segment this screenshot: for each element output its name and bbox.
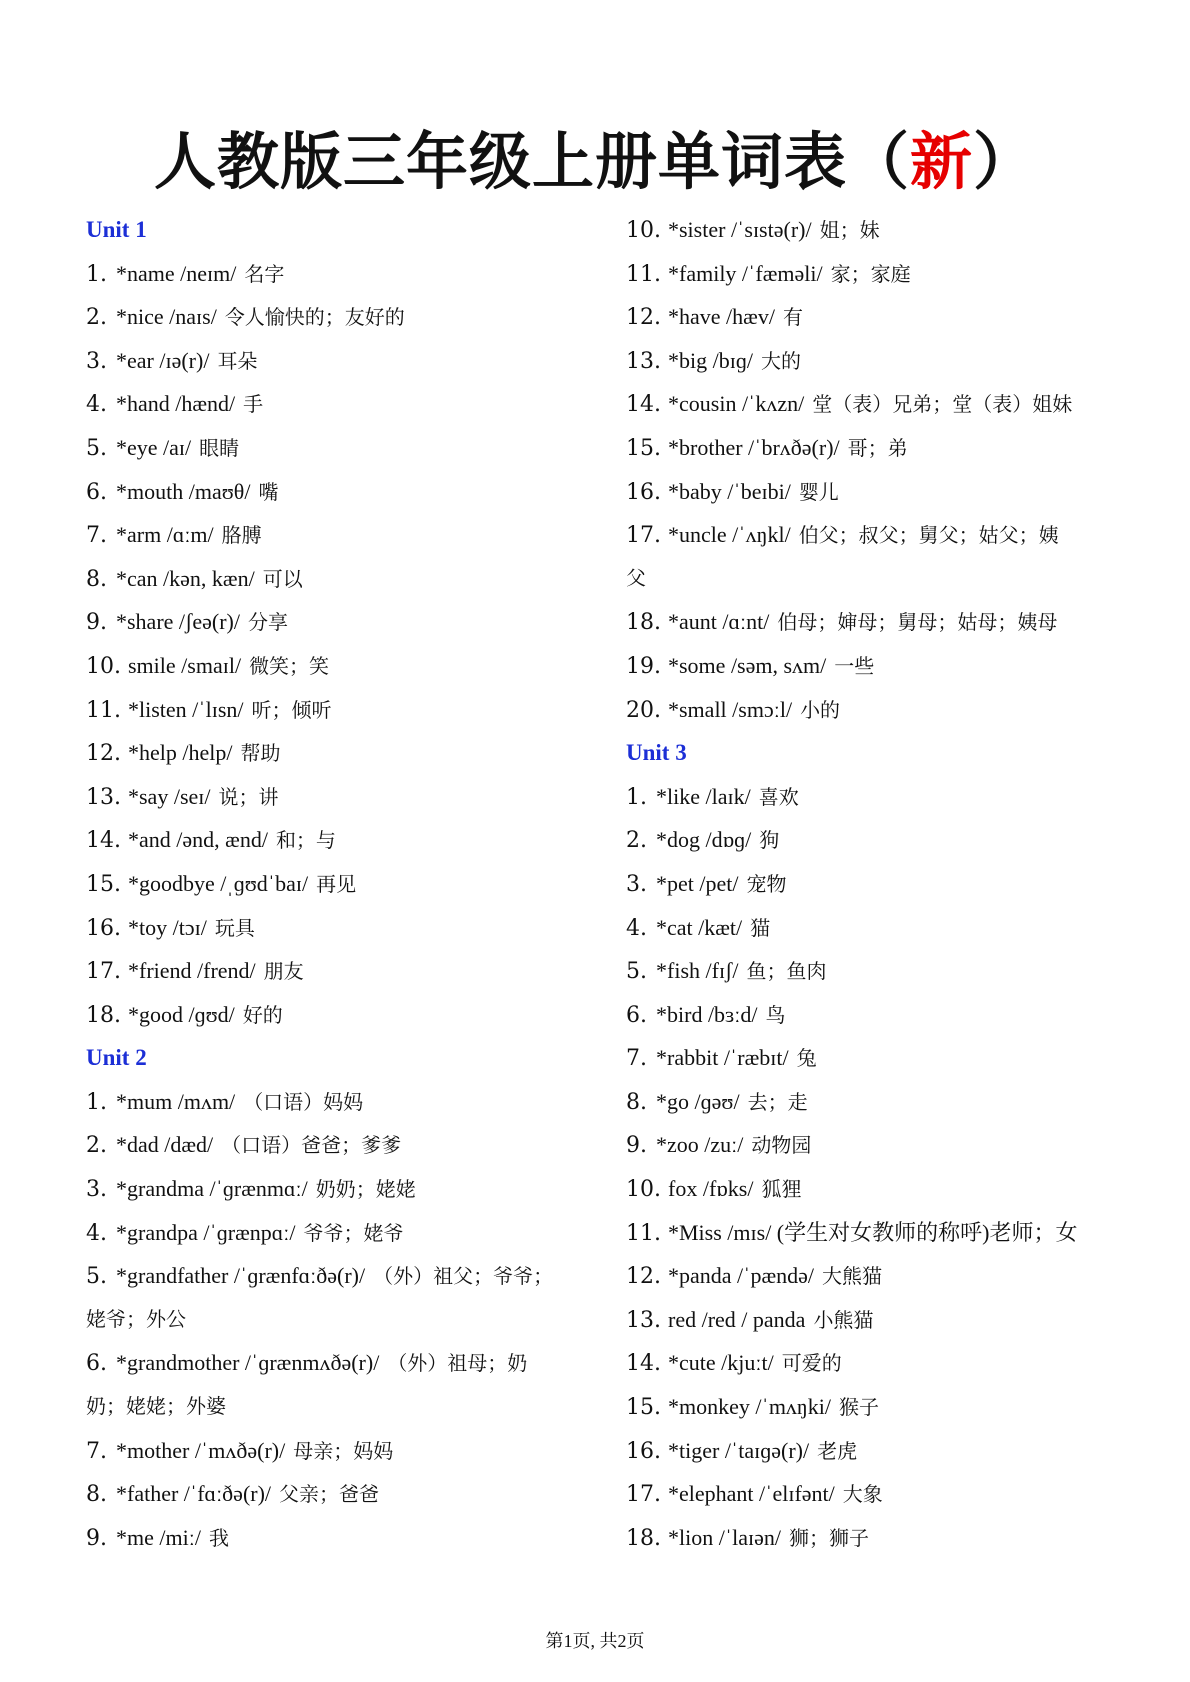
word-meaning: 奶；姥姥；外婆 <box>86 1394 226 1419</box>
word-item <box>626 1429 1136 1473</box>
word-phonetic: *dog /dɒɡ/ <box>656 827 752 853</box>
unit-heading: Unit 3 <box>626 740 687 766</box>
word-meaning: 去；走 <box>747 1089 808 1114</box>
word-meaning: 帮助 <box>240 741 281 766</box>
word-item <box>626 1123 1136 1167</box>
word-phonetic: *nice /naɪs/ <box>116 304 217 330</box>
word-meaning: 小熊猫 <box>813 1307 874 1332</box>
word-item <box>626 382 1136 426</box>
title-accent: 新 <box>909 125 973 198</box>
word-phonetic: *mother /ˈmʌðə(r)/ <box>116 1437 286 1463</box>
word-meaning: 和；与 <box>275 828 336 853</box>
item-number: 16. <box>86 915 121 941</box>
item-number: 5. <box>86 435 107 461</box>
word-meaning: 家；家庭 <box>830 261 911 286</box>
word-item <box>86 382 586 426</box>
word-item <box>86 688 586 732</box>
word-item <box>626 949 1136 993</box>
word-phonetic: *arm /ɑːm/ <box>116 522 214 548</box>
item-number: 8. <box>86 1482 107 1508</box>
word-meaning: 爷爷；姥爷 <box>303 1220 404 1245</box>
word-item <box>626 1472 1136 1516</box>
word-item <box>86 818 586 862</box>
word-item-continuation <box>626 557 1136 601</box>
word-phonetic: *some /səm, sʌm/ <box>668 652 827 678</box>
item-number: 1. <box>626 784 647 810</box>
word-phonetic: *brother /ˈbrʌðə(r)/ <box>668 434 840 460</box>
unit-heading: Unit 2 <box>86 1045 147 1071</box>
item-number: 14. <box>626 392 661 418</box>
word-meaning: 母亲；妈妈 <box>293 1438 394 1463</box>
word-meaning: 大象 <box>842 1482 883 1507</box>
item-number: 4. <box>86 392 107 418</box>
word-phonetic: *me /miː/ <box>116 1524 201 1550</box>
word-item <box>626 1211 1136 1255</box>
word-phonetic: *pet /pet/ <box>656 870 739 896</box>
word-meaning: 堂（表）兄弟；堂（表）姐妹 <box>812 392 1073 417</box>
word-phonetic: *name /neɪm/ <box>116 260 237 286</box>
word-meaning: 父亲；爸爸 <box>279 1482 380 1507</box>
word-phonetic: smile /smaɪl/ <box>128 652 242 678</box>
title-main: 人教版三年级上册单词表（ <box>153 125 910 198</box>
word-meaning: 狐狸 <box>761 1177 802 1202</box>
word-meaning: （外）祖母；奶 <box>387 1351 528 1376</box>
word-phonetic: *grandmother /ˈɡrænmʌðə(r)/ <box>116 1350 380 1376</box>
item-number: 1. <box>86 261 107 287</box>
word-meaning: 老虎 <box>817 1438 858 1463</box>
item-number: 10. <box>626 218 661 243</box>
left-column <box>86 208 586 1559</box>
word-meaning: 鱼；鱼肉 <box>746 959 827 984</box>
item-number: 2. <box>626 828 647 854</box>
item-number: 14. <box>86 828 121 854</box>
word-item <box>626 688 1136 732</box>
item-number: 10. <box>86 653 121 679</box>
word-item <box>86 470 586 514</box>
word-item <box>86 862 586 906</box>
word-item <box>86 1516 586 1560</box>
word-phonetic: *panda /ˈpændə/ <box>668 1263 815 1289</box>
word-phonetic: *friend /frend/ <box>128 958 256 984</box>
word-meaning: 兔 <box>796 1046 817 1071</box>
word-item <box>626 906 1136 950</box>
word-meaning: 朋友 <box>263 959 304 984</box>
word-meaning: 可以 <box>262 566 303 591</box>
page-footer: 第1页, 共2页 <box>545 1631 645 1651</box>
word-item-continuation <box>86 1385 586 1429</box>
word-meaning: 父 <box>626 565 646 590</box>
item-number: 20. <box>626 697 661 723</box>
word-item <box>626 993 1136 1037</box>
word-item <box>626 644 1136 688</box>
word-item <box>86 1123 586 1167</box>
item-number: 18. <box>626 610 661 636</box>
item-number: 12. <box>626 305 661 331</box>
word-meaning: 一些 <box>834 653 875 678</box>
word-item <box>86 1254 586 1298</box>
word-phonetic: *tiger /ˈtaɪɡə(r)/ <box>668 1437 810 1463</box>
word-item <box>86 557 586 601</box>
word-phonetic: *eye /aɪ/ <box>116 434 192 460</box>
item-number: 9. <box>86 610 107 636</box>
word-phonetic: *elephant /ˈelɪfənt/ <box>668 1481 835 1507</box>
word-meaning: 我 <box>208 1525 229 1550</box>
word-item <box>86 1211 586 1255</box>
word-phonetic: fox /fɒks/ <box>668 1176 754 1202</box>
word-phonetic: *baby /ˈbeɪbi/ <box>668 478 791 504</box>
item-number: 11. <box>626 1220 661 1246</box>
word-meaning: 名字 <box>244 261 285 286</box>
word-meaning: 小的 <box>800 697 841 722</box>
word-phonetic: *sister /ˈsɪstə(r)/ <box>668 217 812 242</box>
item-number: 13. <box>626 348 661 374</box>
item-number: 14. <box>626 1351 661 1377</box>
item-number: 4. <box>86 1220 107 1246</box>
page-title <box>0 122 1190 202</box>
word-item <box>626 1385 1136 1429</box>
item-number: 18. <box>86 1002 121 1028</box>
word-phonetic: *mouth /maʊθ/ <box>116 478 251 504</box>
word-item <box>86 252 586 296</box>
word-item <box>86 1472 586 1516</box>
word-item <box>86 426 586 470</box>
word-item <box>626 295 1136 339</box>
word-phonetic: *can /kən, kæn/ <box>116 565 255 591</box>
word-meaning: 姥爷；外公 <box>86 1306 186 1331</box>
item-number: 19. <box>626 653 661 679</box>
word-item <box>626 1254 1136 1298</box>
word-phonetic: *share /ʃeə(r)/ <box>116 609 240 635</box>
word-item <box>626 1167 1136 1211</box>
word-item <box>626 600 1136 644</box>
word-meaning: 奶奶；姥姥 <box>315 1177 416 1202</box>
word-item <box>626 252 1136 296</box>
item-number: 7. <box>86 523 107 549</box>
word-phonetic: *aunt /ɑːnt/ <box>668 609 770 635</box>
item-number: 15. <box>626 1395 661 1421</box>
word-phonetic: *small /smɔːl/ <box>668 696 793 722</box>
item-number: 17. <box>626 523 661 549</box>
word-item <box>626 1341 1136 1385</box>
word-phonetic: *go /ɡəʊ/ <box>656 1088 740 1114</box>
word-phonetic: *listen /ˈlɪsn/ <box>128 696 244 722</box>
word-phonetic: *good /ɡʊd/ <box>128 1001 235 1027</box>
word-item <box>86 731 586 775</box>
word-meaning: 喜欢 <box>758 784 799 809</box>
word-phonetic: *help /help/ <box>128 740 233 766</box>
word-item <box>626 1298 1136 1342</box>
word-item <box>626 1036 1136 1080</box>
word-phonetic: *say /seɪ/ <box>128 783 211 809</box>
word-meaning: 好的 <box>242 1002 283 1027</box>
word-phonetic: *like /laɪk/ <box>656 783 751 809</box>
unit-heading: Unit 1 <box>86 217 147 242</box>
word-item <box>626 513 1136 557</box>
item-number: 5. <box>626 959 647 985</box>
word-meaning: 嘴 <box>258 479 279 504</box>
word-meaning: 猫 <box>750 915 771 940</box>
word-meaning: 猴子 <box>839 1395 880 1420</box>
word-item <box>86 1080 586 1124</box>
word-item <box>86 1167 586 1211</box>
item-number: 11. <box>626 261 661 287</box>
word-meaning: 哥；弟 <box>847 435 908 460</box>
item-number: 8. <box>86 566 107 592</box>
word-item <box>626 862 1136 906</box>
word-item <box>86 1341 586 1385</box>
word-phonetic: *family /ˈfæməli/ <box>668 260 823 286</box>
item-number: 1. <box>86 1089 107 1115</box>
word-phonetic: *uncle /ˈʌŋkl/ <box>668 522 791 548</box>
word-item <box>626 1516 1136 1560</box>
word-meaning: 狮；狮子 <box>789 1525 870 1550</box>
word-phonetic: *goodbye /ˌɡʊdˈbaɪ/ <box>128 870 309 896</box>
item-number: 2. <box>86 305 107 331</box>
item-number: 9. <box>86 1525 107 1551</box>
item-number: 12. <box>86 741 121 767</box>
item-number: 10. <box>626 1177 661 1203</box>
word-meaning: 大熊猫 <box>822 1264 883 1289</box>
right-column <box>626 208 1136 1559</box>
word-meaning: 胳膊 <box>221 523 262 548</box>
word-phonetic: *Miss /mɪs/ (学生对女教师的称呼)老师；女 <box>668 1219 1078 1245</box>
word-meaning: 令人愉快的；友好的 <box>224 305 405 330</box>
word-phonetic: *dad /dæd/ <box>116 1132 214 1158</box>
word-meaning: 伯母；婶母；舅母；姑母；姨母 <box>777 610 1058 635</box>
word-phonetic: *toy /tɔɪ/ <box>128 914 207 940</box>
word-meaning: 耳朵 <box>217 348 258 373</box>
word-phonetic: *big /bɪɡ/ <box>668 347 753 373</box>
item-number: 15. <box>626 435 661 461</box>
item-number: 6. <box>626 1002 647 1028</box>
word-phonetic: *cat /kæt/ <box>656 914 743 940</box>
word-item <box>626 775 1136 819</box>
word-item-continuation <box>86 1298 586 1342</box>
item-number: 6. <box>86 479 107 505</box>
word-meaning: 动物园 <box>751 1133 812 1158</box>
word-item <box>626 1080 1136 1124</box>
word-phonetic: red /red / panda <box>668 1306 806 1332</box>
word-phonetic: *mum /mʌm/ <box>116 1088 236 1114</box>
word-item <box>86 949 586 993</box>
item-number: 3. <box>86 348 107 374</box>
word-meaning: 手 <box>243 392 264 417</box>
item-number: 16. <box>626 1438 661 1464</box>
item-number: 4. <box>626 915 647 941</box>
item-number: 6. <box>86 1351 107 1377</box>
word-item <box>86 339 586 383</box>
word-phonetic: *cousin /ˈkʌzn/ <box>668 391 805 417</box>
word-item <box>86 906 586 950</box>
word-phonetic: *monkey /ˈmʌŋki/ <box>668 1394 832 1420</box>
word-phonetic: *grandma /ˈɡrænmɑː/ <box>116 1176 308 1202</box>
title-end: ） <box>973 125 1037 198</box>
word-meaning: 可爱的 <box>781 1351 842 1376</box>
item-number: 16. <box>626 479 661 505</box>
word-meaning: 微笑；笑 <box>249 653 330 678</box>
word-item <box>86 1429 586 1473</box>
word-item <box>86 644 586 688</box>
item-number: 7. <box>86 1438 107 1464</box>
word-item <box>626 208 1136 252</box>
word-item <box>626 339 1136 383</box>
word-meaning: 说；讲 <box>218 784 279 809</box>
item-number: 13. <box>86 784 121 810</box>
word-item <box>86 600 586 644</box>
item-number: 3. <box>626 871 647 897</box>
word-item <box>86 775 586 819</box>
word-meaning: 婴儿 <box>798 479 839 504</box>
word-phonetic: *cute /kjuːt/ <box>668 1350 774 1376</box>
item-number: 5. <box>86 1264 107 1290</box>
word-meaning: （口语）爸爸；爹爹 <box>221 1133 402 1158</box>
word-phonetic: *zoo /zuː/ <box>656 1132 744 1158</box>
word-meaning: 分享 <box>247 610 288 635</box>
word-meaning: （外）祖父；爷爷； <box>373 1264 554 1289</box>
item-number: 9. <box>626 1133 647 1159</box>
word-meaning: 眼睛 <box>199 435 240 460</box>
word-phonetic: *grandfather /ˈɡrænfɑːðə(r)/ <box>116 1263 366 1289</box>
word-meaning: 听；倾听 <box>251 697 332 722</box>
item-number: 7. <box>626 1046 647 1072</box>
item-number: 17. <box>626 1482 661 1508</box>
word-item <box>86 993 586 1037</box>
word-item <box>86 295 586 339</box>
item-number: 13. <box>626 1307 661 1333</box>
item-number: 8. <box>626 1089 647 1115</box>
item-number: 15. <box>86 871 121 897</box>
item-number: 18. <box>626 1525 661 1551</box>
word-meaning: 再见 <box>316 871 357 896</box>
word-phonetic: *rabbit /ˈræbɪt/ <box>656 1045 789 1071</box>
word-item <box>86 513 586 557</box>
word-phonetic: *father /ˈfɑːðə(r)/ <box>116 1481 272 1507</box>
word-meaning: 鸟 <box>765 1002 786 1027</box>
word-phonetic: *ear /ɪə(r)/ <box>116 347 210 373</box>
word-item <box>626 426 1136 470</box>
item-number: 17. <box>86 959 121 985</box>
word-phonetic: *have /hæv/ <box>668 304 775 330</box>
word-phonetic: *hand /hænd/ <box>116 391 236 417</box>
item-number: 3. <box>86 1177 107 1203</box>
word-phonetic: *grandpa /ˈɡrænpɑː/ <box>116 1219 296 1245</box>
word-item <box>626 470 1136 514</box>
word-phonetic: *bird /bɜːd/ <box>656 1001 758 1027</box>
word-meaning: （口语）妈妈 <box>243 1089 364 1114</box>
word-phonetic: *lion /ˈlaɪən/ <box>668 1524 782 1550</box>
word-item <box>626 818 1136 862</box>
word-meaning: 宠物 <box>746 871 787 896</box>
item-number: 11. <box>86 697 121 723</box>
word-meaning: 有 <box>782 305 803 330</box>
word-meaning: 姐；妹 <box>819 218 880 242</box>
item-number: 12. <box>626 1264 661 1290</box>
word-meaning: 伯父；叔父；舅父；姑父；姨 <box>798 523 1059 548</box>
word-meaning: 狗 <box>759 828 780 853</box>
word-phonetic: *fish /fɪʃ/ <box>656 958 739 984</box>
word-meaning: 大的 <box>760 348 801 373</box>
word-meaning: 玩具 <box>214 915 255 940</box>
item-number: 2. <box>86 1133 107 1159</box>
word-phonetic: *and /ənd, ænd/ <box>128 827 268 853</box>
